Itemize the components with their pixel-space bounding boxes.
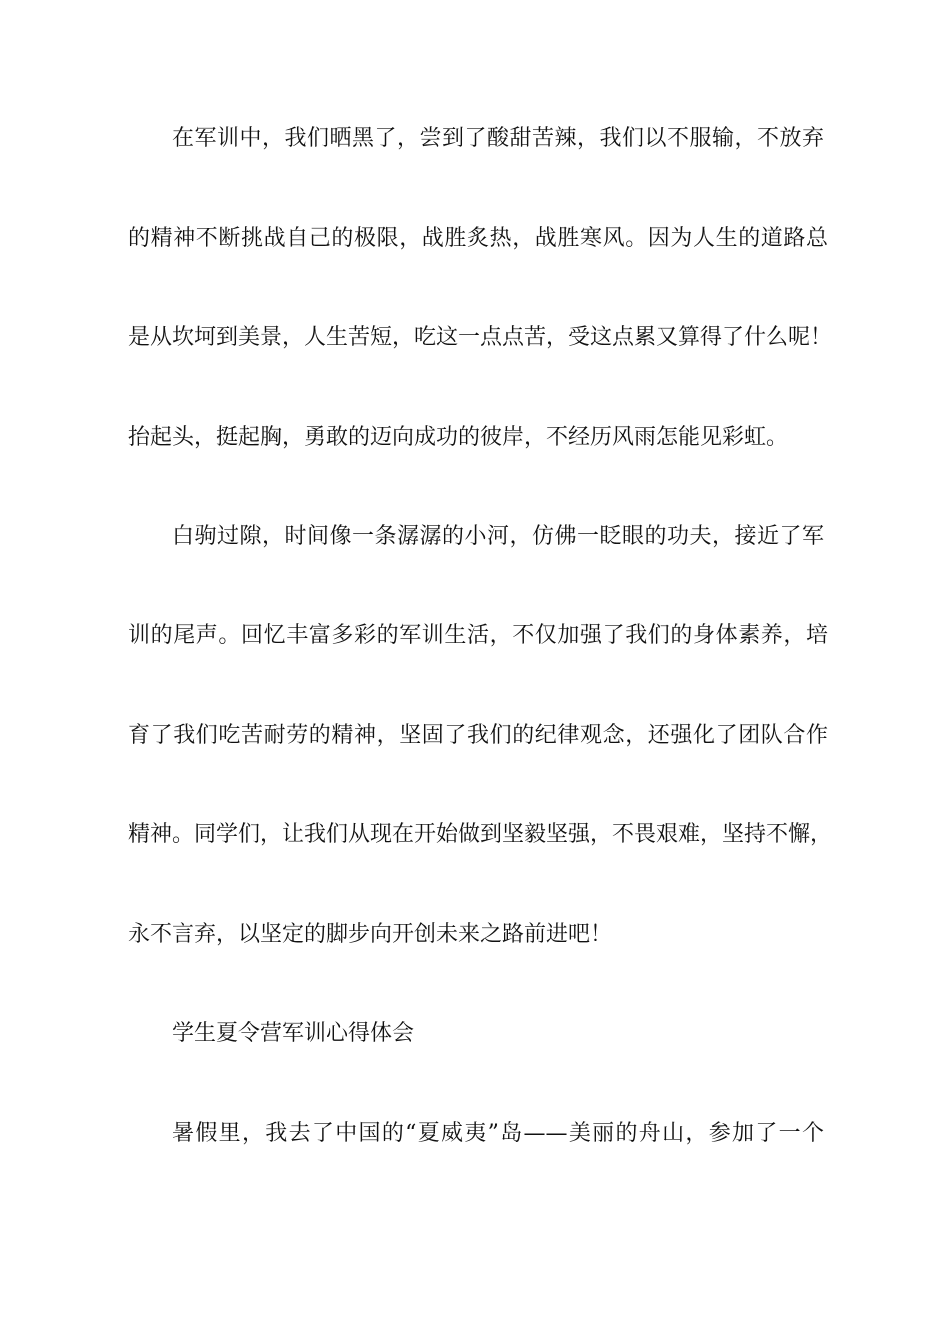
paragraph-2-line-1: 白驹过隙，时间像一条潺潺的小河，仿佛一眨眼的功夫，接近了军: [172, 524, 824, 549]
paragraph-1-line-2: 的精神不断挑战自己的极限，战胜炙热，战胜寒风。因为人生的道路总: [128, 226, 828, 251]
paragraph-1-line-3: 是从坎坷到美景，人生苦短，吃这一点点苦，受这点累又算得了什么呢！: [128, 325, 833, 350]
paragraph-1-line-1: 在军训中，我们晒黑了，尝到了酸甜苦辣，我们以不服输，不放弃: [172, 126, 824, 151]
paragraph-2-line-4: 精神。同学们，让我们从现在开始做到坚毅坚强，不畏艰难，坚持不懈，: [128, 822, 833, 847]
paragraph-3-line-1: 暑假里，我去了中国的“夏威夷”岛——美丽的舟山，参加了一个: [172, 1121, 824, 1146]
paragraph-2-line-3: 育了我们吃苦耐劳的精神，坚固了我们的纪律观念，还强化了团队合作: [128, 723, 828, 748]
section-heading: 学生夏令营军训心得体会: [172, 1021, 415, 1046]
paragraph-1-line-4: 抬起头，挺起胸，勇敢的迈向成功的彼岸，不经历风雨怎能见彩虹。: [128, 425, 789, 450]
paragraph-2-line-5: 永不言弃，以坚定的脚步向开创未来之路前进吧！: [128, 922, 613, 947]
paragraph-2-line-2: 训的尾声。回忆丰富多彩的军训生活，不仅加强了我们的身体素养，培: [128, 623, 828, 648]
